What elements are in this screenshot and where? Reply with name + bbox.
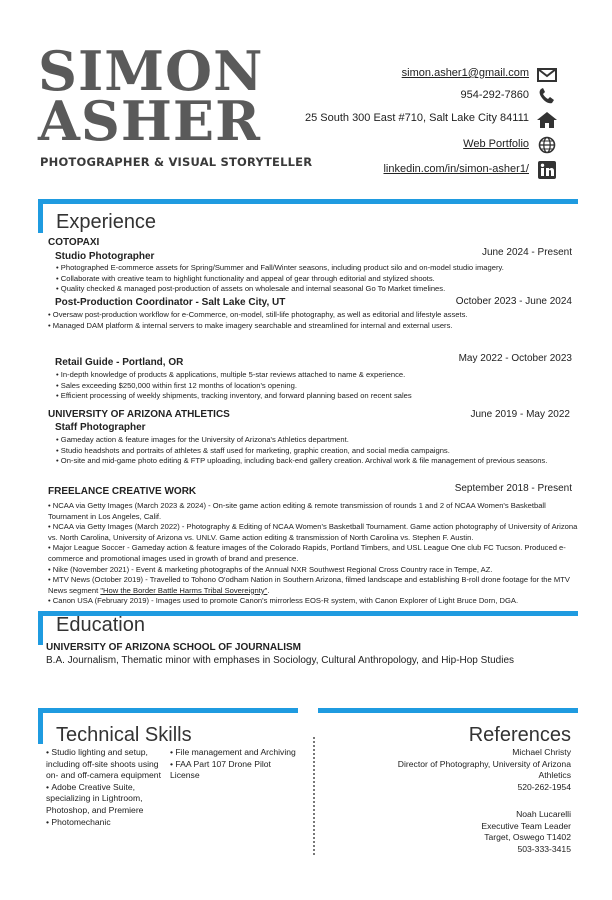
skills-list-right <box>170 747 298 782</box>
reference-1 <box>398 747 571 793</box>
column-divider <box>313 737 315 855</box>
company-freelance: FREELANCE CREATIVE WORK <box>48 486 197 497</box>
role-retail-guide: Retail Guide - Portland, OR <box>55 357 184 368</box>
address: 25 South 300 East #710, Salt Lake City 84111 <box>304 112 529 124</box>
ref1-title: Director of Photography, University of Arizona <box>397 758 571 769</box>
bullet: • On-site and mid-game photo editing & FTP uploading, including back-end gallery creation. Archival work & file management of previous seasons. <box>56 456 576 467</box>
mtv-text: MTV News (October 2019) - Travelled to Tohono O'odham Nation in Southern Arizona, filmed landscape and establishing B-roll drone footage for the MTV News segment <box>48 575 570 595</box>
bullets-freelance <box>48 501 578 607</box>
education-accent-side <box>38 611 43 645</box>
experience-accent-side <box>38 199 43 233</box>
linkedin-link[interactable]: linkedin.com/in/simon-asher1/ <box>383 163 529 175</box>
bullets-post-production <box>48 310 468 331</box>
bullet: • Studio headshots and portraits of athletes & staff used for marketing, graphic creation, and social media campaigns. <box>56 446 576 457</box>
experience-accent-bar <box>38 199 578 204</box>
skill-item: • Studio lighting and setup, including off-site shoots using on- and off-camera equipment <box>46 747 164 782</box>
ref2-company: Target, Oswego T1402 <box>484 832 571 843</box>
portfolio-link[interactable]: Web Portfolio <box>463 138 529 150</box>
bullet: • NCAA via Getty Images (March 2023 & 2024) - On-site game action editing & remote transmission of rounds 1 and 2 of NCAA Women's Basketball Tournament in Los Angeles, Calif. <box>48 501 578 522</box>
email-link[interactable]: simon.asher1@gmail.com <box>401 67 529 79</box>
bullet: • Canon USA (February 2019) - Images used to promote Canon's mirrorless EOS-R system, with Canon Explorer of Light Bruce Dorn, DGA. <box>48 596 578 607</box>
date-arizona-athletics: June 2019 - May 2022 <box>470 409 570 420</box>
bullet: • Efficient processing of weekly shipments, tracking inventory, and forward planning based on recent sales <box>56 391 526 402</box>
skill-item: • Adobe Creative Suite, specializing in Lightroom, Photoshop, and Premiere <box>46 782 164 817</box>
ref1-name: Michael Christy <box>512 747 571 757</box>
bullets-studio-photographer <box>56 263 576 295</box>
date-post-production: October 2023 - June 2024 <box>455 296 572 307</box>
bullet: • Gameday action & feature images for the University of Arizona's Athletics department. <box>56 435 576 446</box>
bullet: • Collaborate with creative team to highlight functionality and appeal of gear through editorial and stylized shoots. <box>56 274 576 285</box>
tagline: PHOTOGRAPHER & VISUAL STORYTELLER <box>40 155 313 169</box>
ref1-phone: 520-262-1954 <box>517 781 571 792</box>
date-studio-photographer: June 2024 - Present <box>481 247 572 258</box>
first-name: SIMON <box>38 39 264 103</box>
globe-icon <box>536 136 558 154</box>
references-accent-bar <box>318 708 578 713</box>
ref2-title: Executive Team Leader <box>481 820 571 831</box>
bullet: • Sales exceeding $250,000 within first 12 months of location's opening. <box>56 381 526 392</box>
phone-number: 954-292-7860 <box>460 89 529 101</box>
ref2-name: Noah Lucarelli <box>516 809 571 819</box>
envelope-icon <box>536 66 558 84</box>
bullet: • Nike (November 2021) - Event & marketing photographs of the Annual NXR Southwest Regional Cross Country race in Tempe, AZ. <box>48 565 578 576</box>
education-title: Education <box>56 614 145 636</box>
reference-2 <box>481 809 571 855</box>
bullets-retail-guide <box>56 370 526 402</box>
skills-list-left <box>46 747 164 828</box>
skill-item: • Photomechanic <box>46 817 164 829</box>
ref2-phone: 503-333-3415 <box>517 843 571 854</box>
mtv-segment-link[interactable]: "How the Border Battle Harms Tribal Sovereignty" <box>100 585 268 595</box>
bullet: • In-depth knowledge of products & applications, multiple 5-star reviews attached to name & experience. <box>56 370 526 381</box>
school-name: UNIVERSITY OF ARIZONA SCHOOL OF JOURNALISM <box>46 642 302 653</box>
bullets-arizona-athletics <box>56 435 576 467</box>
references-title: References <box>468 724 571 746</box>
ref1-title-cont: Athletics <box>538 770 571 781</box>
role-post-production: Post-Production Coordinator - Salt Lake City, UT <box>55 297 286 308</box>
role-staff-photographer: Staff Photographer <box>55 422 146 433</box>
skill-item: • FAA Part 107 Drone Pilot License <box>170 759 298 782</box>
last-name: ASHER <box>38 89 261 153</box>
skills-accent-bar <box>38 708 298 713</box>
bullet: • Quality checked & managed post-production of assets on wholesale and internal seasonal Go To Market timelines. <box>56 284 576 295</box>
bullet: • Oversaw post-production workflow for e-Commerce, on-model, still-life photography, as well as editorial and lifestyle assets. <box>48 310 468 321</box>
bullet: • NCAA via Getty Images (March 2022) - Photography & Editing of NCAA Women's Basketball Tournament. Game action photography of University of Arizona vs. North Carolina, University of Arizona vs. UNLV. Game action editing & transmission of North Carolina vs. Stephen F. Austin. <box>48 522 578 543</box>
company-arizona-athletics: UNIVERSITY OF ARIZONA ATHLETICS <box>48 409 230 420</box>
company-cotopaxi: COTOPAXI <box>48 237 100 248</box>
skill-item: • File management and Archiving <box>170 747 298 759</box>
mtv-suffix: . <box>267 585 270 595</box>
linkedin-icon[interactable] <box>536 161 558 179</box>
bullet: • Major League Soccer - Gameday action & feature images of the Colorado Rapids, Portland Timbers, and USL League One club FC Tucson. Produced e-commerce and promotional images used in growth of brand and presence. <box>48 543 578 564</box>
date-retail-guide: May 2022 - October 2023 <box>458 353 572 364</box>
bullet-mtv <box>48 575 578 596</box>
role-studio-photographer: Studio Photographer <box>55 251 155 262</box>
skills-accent-side <box>38 708 43 744</box>
bullet: • Managed DAM platform & internal servers to make imagery searchable and streamlined for internal and external users. <box>48 321 468 332</box>
skills-title: Technical Skills <box>56 724 192 746</box>
bullet: • Photographed E-commerce assets for Spring/Summer and Fall/Winter seasons, including product silo and on-model studio imagery. <box>56 263 576 274</box>
experience-title: Experience <box>56 211 157 233</box>
date-freelance: September 2018 - Present <box>454 483 572 494</box>
degree: B.A. Journalism, Thematic minor with emphases in Sociology, Cultural Anthropology, and Hip-Hop Studies <box>46 655 515 666</box>
home-icon <box>536 111 558 129</box>
phone-icon <box>536 87 558 105</box>
